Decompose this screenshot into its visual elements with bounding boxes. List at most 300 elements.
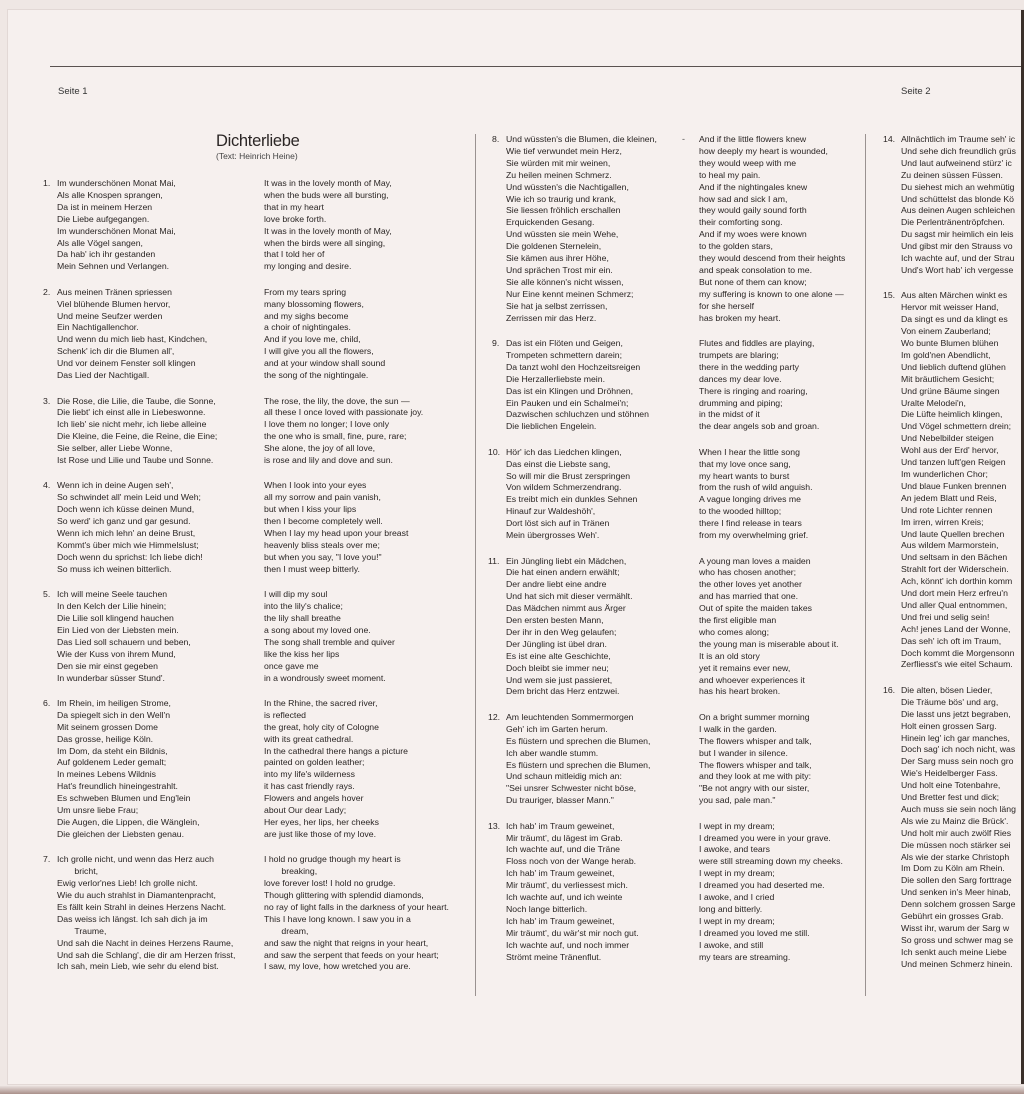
poem-line: Doch sag' ich noch nicht, was: [901, 744, 1016, 755]
poem-line: Und vor deinem Fenster soll klingen: [57, 358, 196, 369]
poem-line: is reflected: [264, 709, 307, 720]
poem-line: Und sehe dich freundlich grüs: [901, 145, 1016, 156]
poem-line: it has cast friendly rays.: [264, 781, 355, 792]
poem-line: Und gibst mir den Strauss vo: [901, 241, 1013, 252]
column-1-english: [264, 178, 474, 987]
poem-line: the lily shall breathe: [264, 613, 341, 623]
poem-line: then I must weep bitterly.: [264, 563, 360, 574]
poem-line: Und schüttelst das blonde Kö: [901, 193, 1015, 204]
poem-stanza: [43, 697, 262, 841]
poem-line: I wept in my dream;: [699, 820, 775, 831]
poem-line: Ich grolle nicht, und wenn das Herz auch: [57, 854, 214, 865]
poem-line: Aus meinen Tränen spriessen: [57, 286, 172, 297]
poem-line: Dort löst sich auf in Tränen: [506, 518, 610, 529]
poem-line: The song shall tremble and quiver: [264, 636, 395, 647]
poem-stanza: [43, 854, 262, 973]
poem-line: Sie kämen aus ihrer Höhe,: [506, 253, 609, 264]
poem-number: 12.: [488, 711, 501, 722]
poem-stanza: [492, 134, 681, 325]
poem-line: like the kiss her lips: [264, 648, 340, 659]
poem-line: Gebührt ein grosses Grab.: [901, 911, 1004, 922]
poem-line: Der Jüngling ist übel dran.: [506, 638, 607, 649]
poem-line: Und rote Lichter rennen: [901, 504, 993, 515]
poem-line: Im irren, wirren Kreis;: [901, 516, 984, 527]
poem-line: I awoke, and tears: [699, 844, 770, 855]
poem-line: Die Träume bös' und arg,: [901, 696, 999, 707]
poem-line: Um unsre liebe Frau;: [57, 805, 139, 816]
poem-line: Und senken in's Meer hinab,: [901, 887, 1011, 898]
poem-line: Von wildem Schmerzendrang.: [506, 482, 622, 493]
poem-line: but when I kiss your lips: [264, 504, 357, 515]
poem-line: Ich wachte auf, und die Träne: [506, 844, 620, 855]
poem-line: Mir träumt', du wär'st mir noch gut.: [506, 927, 639, 938]
poem-line: yet it remains ever new,: [699, 662, 791, 673]
poem-line: into my life's wilderness: [264, 769, 355, 780]
poem-line: Hinein leg' ich gar manches,: [901, 732, 1010, 743]
page-number-right: Seite 2: [901, 86, 931, 97]
poem-stanza: [43, 178, 262, 273]
poem-line: I dreamed you had deserted me.: [699, 880, 825, 891]
poem-line: drumming and piping;: [699, 397, 783, 408]
poem-line: Und grüne Bäume singen: [901, 385, 1000, 396]
poem-line: Kommt's über mich wie Himmelslust;: [57, 539, 199, 550]
poem-line: Die hat einen andern erwählt;: [506, 567, 620, 578]
poem-line: they would gaily sound forth: [699, 205, 807, 216]
poem-stanza: [264, 396, 474, 467]
poem-line: Es flüstern und sprechen die Blumen,: [506, 759, 651, 770]
poem-line: Im gold'nen Abendlicht,: [901, 349, 991, 360]
poem-line: Wo bunte Blumen blühen: [901, 338, 999, 348]
poem-line: Mir träumt', du verliessest mich.: [506, 880, 628, 891]
poem-line: Zerfliesst's wie eitel Schaum.: [901, 659, 1013, 670]
poem-line: with its great cathedral.: [264, 733, 354, 744]
poem-line: Und Vögel schmettern drein;: [901, 421, 1012, 432]
poem-line: the song of the nightingale.: [264, 370, 369, 381]
poem-line: Zu heilen meinen Schmerz.: [506, 169, 612, 180]
poem-line: my suffering is known to one alone —: [699, 288, 844, 299]
poem-line: So werd' ich ganz und gar gesund.: [57, 516, 191, 527]
poem-stanza: [699, 556, 864, 699]
poem-line: I awoke, and I cried: [699, 892, 775, 903]
poem-line: I dreamed you loved me still.: [699, 927, 810, 938]
poem-line: Im wunderschönen Monat Mai,: [57, 225, 176, 236]
poem-stanza: [488, 555, 681, 699]
poem-number: 11.: [488, 555, 500, 566]
poem-line: Am leuchtenden Sommermorgen: [506, 711, 634, 722]
poem-line: Die Herzallerliebste mein.: [506, 373, 605, 384]
poem-line: is rose and lily and dove and sun.: [264, 455, 393, 466]
poem-line: "Sei unsrer Schwester nicht böse,: [506, 783, 637, 794]
poem-stanza: [264, 854, 474, 973]
poem-line: but I wander in silence.: [699, 747, 788, 758]
poem-line: Wisst ihr, warum der Sarg w: [901, 923, 1010, 933]
poem-line: there I find release in tears: [699, 518, 802, 529]
poem-line: dances my dear love.: [699, 373, 782, 384]
poem-line: From my tears spring: [264, 286, 347, 297]
poem-line: and my sighs become: [264, 310, 349, 321]
poem-line: were still streaming down my cheeks.: [699, 856, 843, 867]
poem-number: 16.: [883, 684, 896, 695]
poem-line: Strömt meine Tränenflut.: [506, 951, 602, 962]
poem-line: Aus deinen Augen schleichen: [901, 205, 1015, 216]
poem-line: the first eligible man: [699, 615, 777, 626]
poem-line: Ich will meine Seele tauchen: [57, 589, 168, 600]
poem-line: Auf goldenem Leder gemalt;: [57, 757, 167, 768]
poem-number: 7.: [43, 854, 51, 865]
poem-stanza: [264, 589, 474, 684]
poem-line: then I become completely well.: [264, 516, 383, 527]
poem-number: 15.: [883, 290, 896, 301]
poem-number: 14.: [883, 134, 896, 144]
poem-stanza: [264, 698, 474, 841]
poem-stanza: [264, 480, 474, 575]
poem-line: Uralte Melodei'n,: [901, 397, 966, 408]
poem-line: Der andre liebt eine andre: [506, 579, 607, 590]
poem-stanza: [699, 821, 864, 964]
poem-line: Im Dom, da steht ein Bildnis,: [57, 745, 168, 756]
poem-stanza: [699, 712, 864, 807]
poem-line: Hör' ich das Liedchen klingen,: [506, 446, 622, 457]
poem-stanza: [699, 134, 864, 325]
poem-line: Erquickenden Gesang.: [506, 217, 595, 228]
poem-line: and saw the serpent that feeds on your heart;: [264, 949, 439, 960]
poem-number: 4.: [43, 480, 51, 491]
poem-line: Und Nebelbilder steigen: [901, 433, 994, 444]
poem-number: 6.: [43, 697, 51, 708]
poem-line: Das ist ein Klingen und Dröhnen,: [506, 385, 634, 396]
poem-line: Ich wachte auf, und ich weinte: [506, 892, 623, 903]
poem-line: from the rush of wild anguish.: [699, 482, 813, 493]
poem-line: Der Sarg muss sein noch gro: [901, 756, 1014, 767]
poem-line: how deeply my heart is wounded,: [699, 145, 828, 156]
poem-line: I will give you all the flowers,: [264, 346, 374, 357]
poem-line: Ich hab' im Traum geweinet,: [506, 868, 615, 879]
poem-line: Ein Pauken und ein Schalmei'n;: [506, 397, 629, 408]
poem-line: Und laute Quellen brechen: [901, 528, 1005, 539]
poem-line: Das weiss ich längst. Ich sah dich ja im: [57, 913, 208, 924]
poem-line: Wenn ich in deine Augen seh',: [57, 480, 174, 491]
poem-line: when the buds were all bursting,: [264, 189, 389, 200]
poem-line: Die lasst uns jetzt begraben,: [901, 708, 1011, 719]
poem-line: Und frei und selig sein!: [901, 611, 990, 622]
poem-line: Und holt mir auch zwölf Ries: [901, 827, 1012, 838]
poem-line: Hinauf zur Waldeshöh',: [506, 506, 596, 517]
poem-line: long and bitterly.: [699, 903, 763, 914]
poem-line: And if the nightingales knew: [699, 181, 808, 192]
poem-line: Und hat sich mit dieser vermählt.: [506, 591, 633, 602]
poem-line: has his heart broken.: [699, 686, 781, 697]
poem-line: I walk in the garden.: [699, 723, 777, 734]
poem-line: Aus wildem Marmorstein,: [901, 540, 999, 551]
poem-line: Ich lieb' sie nicht mehr, ich liebe alleine: [57, 419, 207, 430]
poem-line: Sie alle können's nicht wissen,: [506, 276, 624, 287]
poem-line: Die Augen, die Lippen, die Wänglein,: [57, 817, 200, 827]
poem-line: A young man loves a maiden: [699, 555, 811, 566]
poem-line: and at your window shall sound: [264, 358, 386, 369]
column-divider-2: [865, 134, 866, 996]
page-bottom-shadow: [0, 1086, 1024, 1094]
column-divider-1: [475, 134, 476, 996]
poem-line: When I hear the little song: [699, 446, 800, 457]
poem-line: Du siehest mich an wehmütig: [901, 181, 1015, 192]
poem-line: you sad, pale man.": [699, 795, 776, 806]
poem-line: Und tanzen luft'gen Reigen: [901, 457, 1006, 468]
poem-line: Zerrissen mir das Herz.: [506, 312, 597, 323]
poem-line: Wie's Heidelberger Fass.: [901, 768, 998, 779]
poem-line: and speak consolation to me.: [699, 264, 813, 275]
poem-line: Allnächtlich im Traume seh' ic: [901, 134, 1016, 144]
poem-line: Sie liessen fröhlich erschallen: [506, 205, 621, 216]
poem-line: Wie der Kuss von ihrem Mund,: [57, 648, 176, 659]
poem-line: Ein Lied von der Liebsten mein.: [57, 624, 179, 635]
poem-line: to heal my pain.: [699, 169, 761, 180]
poem-line: It is an old story: [699, 650, 760, 661]
poem-line: Doch bleibt sie immer neu;: [506, 662, 609, 673]
poem-line: Dem bricht das Herz entzwei.: [506, 686, 620, 697]
poem-line: Es fällt kein Strahl in deines Herzens Nacht.: [57, 901, 227, 912]
poem-stanza: [43, 480, 262, 575]
poem-line: Wenn ich mich lehn' an deine Brust,: [57, 528, 196, 539]
poem-line: I dreamed you were in your grave.: [699, 832, 831, 843]
page-number-left: Seite 1: [58, 86, 88, 97]
poem-line: And if my woes were known: [699, 229, 807, 240]
poem-stanza: [883, 684, 1021, 971]
poem-line: I wept in my dream;: [699, 915, 775, 926]
poem-stanza: [883, 290, 1021, 671]
poem-line: and saw the night that reigns in your heart,: [264, 937, 429, 948]
poem-line: a song about my loved one.: [264, 624, 371, 635]
poem-line: Flowers and angels hover: [264, 793, 364, 804]
poem-line: in the midst of it: [699, 409, 760, 420]
poem-line: Es ist eine alte Geschichte,: [506, 650, 611, 661]
column-3-german: [883, 134, 1021, 984]
poem-line: When I lay my head upon your breast: [264, 528, 409, 539]
poem-line: that I told her of: [264, 249, 325, 260]
poem-line: but when you say, "I love you!": [264, 551, 382, 562]
poem-line: Die Lilie soll klingend hauchen: [57, 613, 174, 623]
poem-line: Ewig verlor'nes Lieb! Ich grolle nicht.: [57, 878, 198, 889]
poem-line: Von einem Zauberland;: [901, 326, 991, 337]
poem-line: they would descend from their heights: [699, 253, 846, 264]
poem-line: "Be not angry with our sister,: [699, 783, 810, 794]
poem-line: that in my heart: [264, 201, 324, 212]
poem-line: In meines Lebens Wildnis: [57, 769, 156, 780]
poem-line: trumpets are blaring;: [699, 349, 779, 360]
column-2-german: [488, 134, 681, 977]
poem-line: Hat's freundlich hineingestrahlt.: [57, 781, 178, 792]
poem-stanza: [264, 178, 474, 273]
poem-line: no ray of light falls in the darkness of your heart.: [264, 901, 449, 912]
poem-line: the one who is small, fine, pure, rare;: [264, 431, 407, 442]
poem-stanza: [699, 447, 864, 542]
poem-line: Es schweben Blumen und Eng'lein: [57, 793, 191, 804]
poem-line: Zu deinen süssen Füssen.: [901, 169, 1003, 180]
poem-line: Als alle Vögel sangen,: [57, 237, 143, 248]
poem-line: I hold no grudge though my heart is: [264, 854, 401, 865]
poem-line: Das Lied soll schauern und beben,: [57, 636, 191, 647]
poem-line: Und laut aufweinend stürz' ic: [901, 157, 1012, 168]
poem-line: Und sprächen Trost mir ein.: [506, 264, 613, 275]
poem-line: I saw, my love, how wretched you are.: [264, 961, 411, 972]
poem-line: in a wondrously sweet moment.: [264, 672, 386, 683]
poem-number: 10.: [488, 446, 501, 457]
poem-line: Die Lüfte heimlich klingen,: [901, 409, 1003, 420]
poem-line: who comes along;: [699, 626, 770, 637]
poem-stanza: [883, 134, 1021, 277]
poem-line: Auch muss sie sein noch läng: [901, 803, 1016, 814]
poem-line: there in the wedding party: [699, 361, 799, 372]
poem-line: When I look into your eyes: [264, 480, 367, 491]
poem-line: Viel blühende Blumen hervor,: [57, 298, 171, 309]
poem-line: Und meine Seufzer werden: [57, 310, 163, 321]
poem-number: 2.: [43, 286, 51, 297]
poem-line: my tears are streaming.: [699, 951, 791, 962]
poem-stanza: [488, 820, 681, 964]
poem-line: Mein übergrosses Weh'.: [506, 530, 600, 541]
poem-line: Im Rhein, im heiligen Strome,: [57, 697, 171, 708]
poem-line: The rose, the lily, the dove, the sun —: [264, 395, 410, 406]
poem-line: She alone, the joy of all love,: [264, 443, 376, 454]
poem-line: Die sollen den Sarg forttrage: [901, 875, 1012, 886]
poem-line: painted on golden leather;: [264, 757, 365, 768]
poem-line: Und wüssten's die Blumen, die kleinen,: [506, 134, 657, 144]
poem-line: Das Mädchen nimmt aus Ärger: [506, 603, 626, 614]
poem-line: Die gleichen der Liebsten genau.: [57, 828, 185, 839]
poem-stanza: [492, 338, 681, 433]
poem-line: On a bright summer morning: [699, 711, 810, 722]
poem-line: Wie ich so traurig und krank,: [506, 193, 617, 204]
poem-line: Das grosse, heilige Köln.: [57, 733, 154, 744]
poem-line: Doch wenn du sprichst: Ich liebe dich!: [57, 551, 203, 562]
poem-line: Die liebt' ich einst alle in Liebeswonne.: [57, 407, 206, 418]
poem-line: Flutes and fiddles are playing,: [699, 338, 815, 348]
poem-line: It was in the lovely month of May,: [264, 225, 392, 236]
column-1-german: [43, 178, 262, 987]
poem-line: Ach! jenes Land der Wonne,: [901, 623, 1011, 634]
poem-line: Noch lange bitterlich.: [506, 903, 588, 914]
poem-number: 1.: [43, 178, 51, 188]
poem-line: Mir träumt', du lägest im Grab.: [506, 832, 623, 843]
poem-line: So schwindet all' mein Leid und Weh;: [57, 492, 201, 503]
poem-line: I awoke, and still: [699, 939, 764, 950]
poem-line: their comforting song.: [699, 217, 783, 228]
poem-line: Und wenn du mich lieb hast, Kindchen,: [57, 334, 208, 345]
poem-line: The flowers whisper and talk,: [699, 735, 812, 746]
poem-line: Wie tief verwundet mein Herz,: [506, 145, 622, 156]
poem-line: Dazwischen schluchzen und stöhnen: [506, 409, 649, 420]
poem-stanza: [488, 446, 681, 542]
poem-line: Als wie zu Mainz die Brück'.: [901, 815, 1009, 826]
poem-line: This I have long known. I saw you in a: [264, 913, 411, 924]
poem-line: Though glittering with splendid diamonds,: [264, 890, 424, 901]
poem-line: Im wunderlichen Chor;: [901, 468, 988, 479]
poem-line: Und wüssten's die Nachtigallen,: [506, 181, 629, 192]
poem-line: A vague longing drives me: [699, 494, 801, 505]
poem-line: Sie selber, aller Liebe Wonne,: [57, 443, 173, 454]
poem-line: Und schaun mitleidig mich an:: [506, 771, 622, 782]
poem-line: So will mir die Brust zerspringen: [506, 470, 631, 481]
poem-line: Als wie der starke Christoph: [901, 851, 1010, 862]
document-title: Dichterliebe: [216, 132, 300, 150]
poem-line: my longing and desire.: [264, 261, 352, 272]
poem-line: all these I once loved with passionate joy.: [264, 407, 424, 418]
poem-line: And if the little flowers knew: [699, 134, 807, 144]
poem-line: Wie du auch strahlst in Diamantenpracht,: [57, 890, 216, 901]
poem-line: Ich wachte auf, und noch immer: [506, 939, 630, 950]
document-subtitle: (Text: Heinrich Heine): [216, 151, 298, 161]
poem-line: I wept in my dream;: [699, 868, 775, 879]
poem-line: In den Kelch der Lilie hinein;: [57, 601, 167, 612]
poem-line: Du sagst mir heimlich ein leis: [901, 229, 1014, 240]
poem-line: Doch wenn ich küsse deinen Mund,: [57, 504, 195, 515]
poem-line: Mein Sehnen und Verlangen.: [57, 261, 170, 272]
poem-line: Und Bretter fest und dick;: [901, 792, 1000, 803]
poem-line: Das seh' ich oft im Traum,: [901, 635, 1002, 646]
poem-line: Wohl aus der Erd' hervor,: [901, 445, 999, 456]
poem-line: Die Kleine, die Feine, die Reine, die Eine;: [57, 431, 218, 442]
poem-stanza: [488, 711, 681, 807]
poem-line: Her eyes, her lips, her cheeks: [264, 817, 379, 827]
poem-line: Und holt eine Totenbahre,: [901, 780, 1001, 791]
poem-line: many blossoming flowers,: [264, 298, 364, 309]
poem-line: Den ersten besten Mann,: [506, 615, 604, 626]
poem-line: Sie würden mit mir weinen,: [506, 157, 611, 168]
poem-line: Schenk' ich dir die Blumen all',: [57, 346, 175, 357]
poem-line: Sie hat ja selbst zerrissen,: [506, 300, 608, 311]
poem-line: Ich wachte auf, und der Strau: [901, 253, 1015, 264]
poem-line: my heart wants to burst: [699, 470, 790, 481]
poem-line: has broken my heart.: [699, 312, 781, 323]
poem-line: love forever lost! I hold no grudge.: [264, 878, 396, 889]
poem-line: Und sah die Schlang', die dir am Herzen frisst,: [57, 949, 236, 960]
poem-line: that my love once sang,: [699, 458, 791, 469]
poem-line: The flowers whisper and talk,: [699, 759, 812, 770]
poem-line: Es treibt mich ein dunkles Sehnen: [506, 494, 638, 505]
poem-stanza: [43, 395, 262, 467]
poem-line: Und dort mein Herz erfreu'n: [901, 588, 1008, 599]
poem-number: 5.: [43, 589, 51, 600]
poem-line: Die lieblichen Engelein.: [506, 421, 597, 432]
poem-number: 8.: [492, 134, 500, 144]
poem-line: In the Rhine, the sacred river,: [264, 697, 378, 708]
poem-line: Die müssen noch stärker sei: [901, 839, 1011, 850]
poem-line: Die Rose, die Lilie, die Taube, die Sonne,: [57, 395, 216, 406]
poem-line: And if you love me, child,: [264, 334, 361, 345]
poem-line: Und wem sie just passieret,: [506, 674, 613, 685]
poem-line: about Our dear Lady;: [264, 805, 347, 816]
poem-line: the great, holy city of Cologne: [264, 721, 379, 732]
poem-stanza: [43, 286, 262, 382]
poem-line: Der ihr in den Weg gelaufen;: [506, 626, 617, 637]
poem-number: 13.: [488, 820, 501, 831]
poem-line: Und meinen Schmerz hinein.: [901, 958, 1013, 969]
poem-line: Ich senkt auch meine Liebe: [901, 946, 1007, 957]
poem-line: Da ist in meinem Herzen: [57, 201, 153, 212]
poem-line: dream,: [264, 925, 309, 936]
poem-line: Geh' ich im Garten herum.: [506, 723, 608, 734]
poem-line: Das Lied der Nachtigall.: [57, 370, 150, 381]
poem-line: Doch kommt die Morgensonn: [901, 647, 1015, 658]
poem-line: In the cathedral there hangs a picture: [264, 745, 408, 756]
poem-line: to the golden stars,: [699, 241, 773, 252]
poem-stanza: [264, 287, 474, 382]
poem-line: Das einst die Liebste sang,: [506, 458, 611, 469]
poem-number: 9.: [492, 338, 500, 348]
poem-line: So muss ich weinen bitterlich.: [57, 563, 172, 574]
poem-line: Ich sah, mein Lieb, wie sehr du elend bist.: [57, 961, 219, 972]
poem-line: Trompeten schmettern darein;: [506, 349, 623, 360]
poem-line: and has married that one.: [699, 591, 799, 602]
